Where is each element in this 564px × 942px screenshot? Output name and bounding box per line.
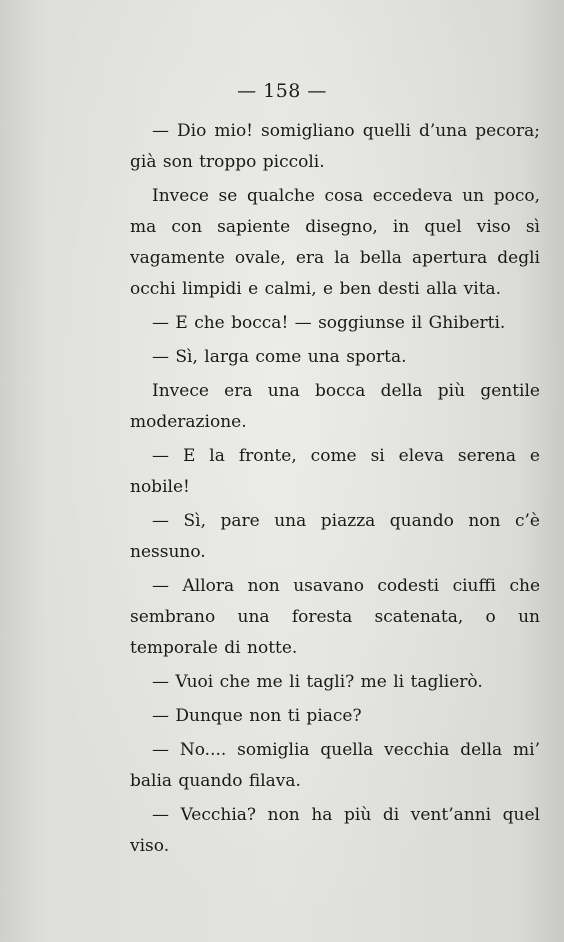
paragraph: — Sì, larga come una sporta.	[152, 347, 407, 367]
paragraph: Invece era una bocca della più gentile moderazione.	[130, 381, 540, 432]
page-number: — 158 —	[237, 80, 327, 102]
paragraph: — E la fronte, come si eleva serena e nobile!	[130, 446, 540, 497]
paragraph: — E che bocca! — soggiunse il Ghiberti.	[152, 313, 506, 333]
paragraph: — Dio mio! somigliano quelli d’una pecora; già son troppo piccoli.	[130, 121, 540, 172]
paragraph: Invece se qualche cosa eccedeva un poco, ma con sapiente disegno, in quel viso sì vagamente ovale, era la bella apertura degli occhi limpidi e calmi, e ben desti alla vita.	[130, 186, 540, 299]
paragraph: — Vuoi che me li tagli? me li taglierò.	[152, 672, 483, 692]
paragraph: — Dunque non ti piace?	[152, 706, 362, 726]
paragraph: — No.... somiglia quella vecchia della mi’ balia quando filava.	[130, 740, 540, 791]
text-body	[130, 116, 540, 865]
paragraph: — Allora non usavano codesti ciuffi che sembrano una foresta scatenata, o un temporale di notte.	[130, 576, 540, 658]
paragraph: — Sì, pare una piazza quando non c’è nessuno.	[130, 511, 540, 562]
paragraph: — Vecchia? non ha più di vent’anni quel viso.	[130, 805, 540, 856]
